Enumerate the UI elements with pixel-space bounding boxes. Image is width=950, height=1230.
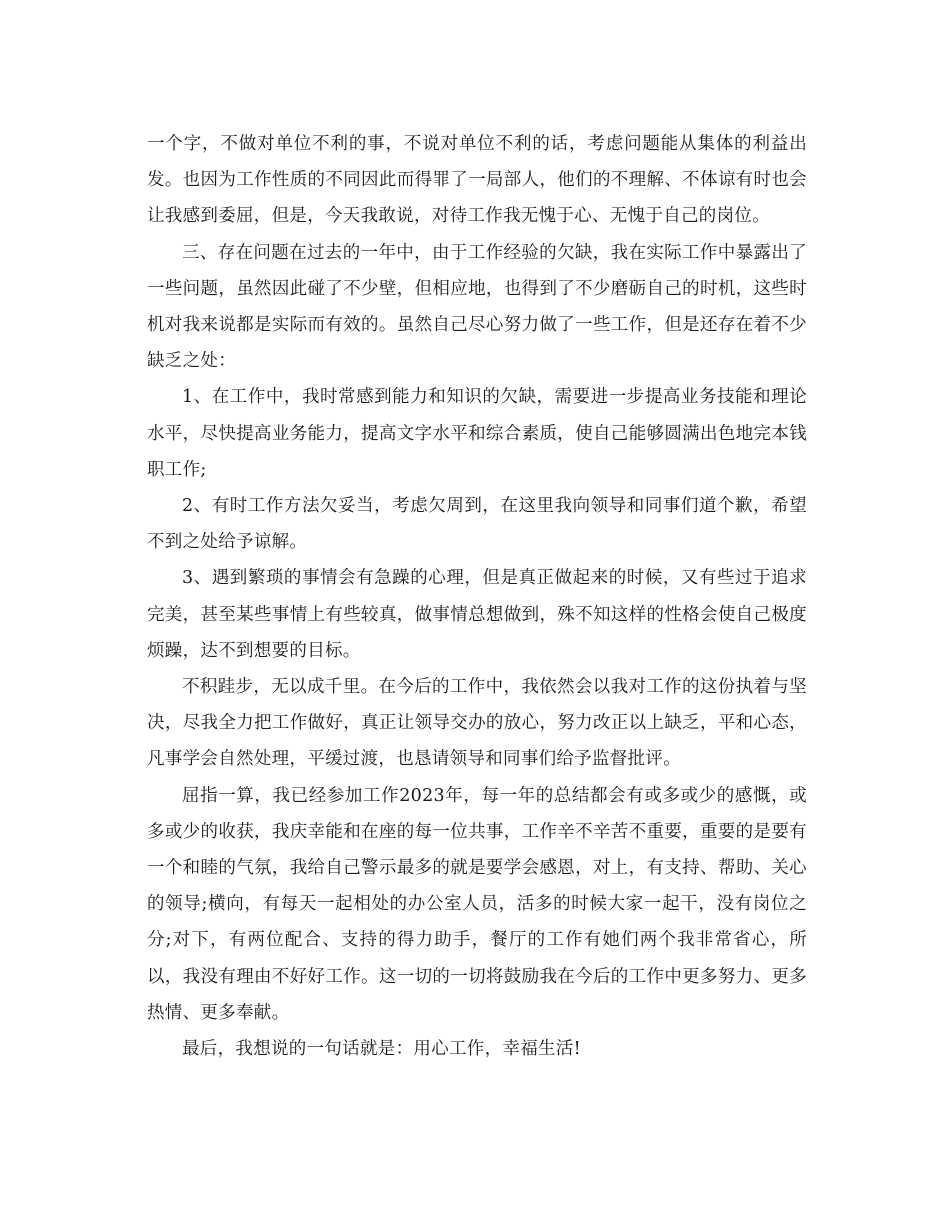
paragraph-closing: 最后，我想说的一句话就是：用心工作，幸福生活! bbox=[182, 1039, 581, 1060]
paragraph-problem-3: 3、遇到繁琐的事情会有急躁的心理，但是真正做起来的时候，又有些过于追求完美，甚至某些事情上有些较真，做事情总想做到，殊不知这样的性格会使自己极度烦躁，达不到想要的目标。 bbox=[147, 568, 807, 661]
paragraph-problem-2: 2、有时工作方法欠妥当，考虑欠周到，在这里我向领导和同事们道个歉，希望不到之处给予谅解。 bbox=[147, 496, 807, 553]
paragraph-existing-problems: 三、存在问题在过去的一年中，由于工作经验的欠缺，我在实际工作中暴露出了一些问题，虽然因此碰了不少壁，但相应地，也得到了不少磨砺自己的时机，这些时机对我来说都是实际而有效的。虽然自己尽心努力做了一些工作，但是还存在着不少缺乏之处： bbox=[147, 242, 807, 372]
paragraph-gratitude: 屈指一算，我已经参加工作2023年，每一年的总结都会有或多或少的感慨，或多或少的收获，我庆幸能和在座的每一位共事，工作辛不辛苦不重要，重要的是要有一个和睦的气氛，我给自己警示最多的就是要学会感恩，对上，有支持、帮助、关心的领导;横向，有每天一起相处的办公室人员，活多的时候大家一起干，没有岗位之分;对下，有两位配合、支持的得力助手，餐厅的工作有她们两个我非常省心，所以，我没有理由不好好工作。这一切的一切将鼓励我在今后的工作中更多努力、更多热情、更多奉献。 bbox=[147, 785, 807, 1023]
document-body bbox=[147, 126, 807, 1067]
paragraph-problem-1: 1、在工作中，我时常感到能力和知识的欠缺，需要进一步提高业务技能和理论水平，尽快提高业务能力，提高文字水平和综合素质，使自己能够圆满出色地完本钱职工作; bbox=[147, 387, 807, 480]
paragraph-continuation: 一个字，不做对单位不利的事，不说对单位不利的话，考虑问题能从集体的利益出发。也因为工作性质的不同因此而得罪了一局部人，他们的不理解、不体谅有时也会让我感到委屈，但是，今天我敢说，对待工作我无愧于心、无愧于自己的岗位。 bbox=[147, 134, 807, 227]
paragraph-future-work: 不积跬步，无以成千里。在今后的工作中，我依然会以我对工作的这份执着与坚决，尽我全力把工作做好，真正让领导交办的放心，努力改正以上缺乏，平和心态，凡事学会自然处理，平缓过渡，也恳请领导和同事们给予监督批评。 bbox=[147, 677, 807, 770]
